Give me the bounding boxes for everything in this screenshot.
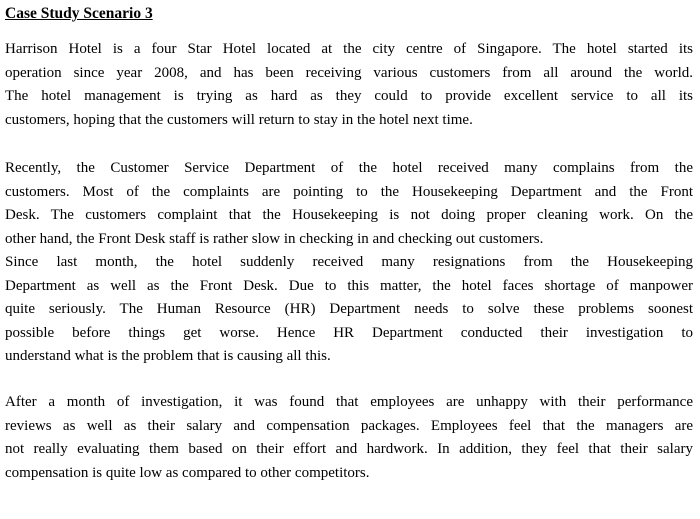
text-line: After a month of investigation, it was found that employees are unhappy with their performance	[5, 394, 693, 410]
text-line: Department as well as the Front Desk. Due to this matter, the hotel faces shortage of manpower	[5, 277, 693, 294]
text-line: customers, hoping that the customers will return to stay in the hotel next time.	[5, 111, 473, 128]
text-line: not really evaluating them based on their effort and hardwork. In addition, they feel that their salary	[5, 441, 693, 458]
text-line: Since last month, the hotel suddenly received many resignations from the Housekeeping	[5, 254, 693, 270]
text-line: quite seriously. The Human Resource (HR) Department needs to solve these problems soonest	[5, 301, 693, 318]
text-line: The hotel management is trying as hard as they could to provide excellent service to all its	[5, 88, 693, 105]
text-line: understand what is the problem that is causing all this.	[5, 348, 331, 365]
text-line: customers. Most of the complaints are pointing to the Housekeeping Department and the Front	[5, 183, 693, 200]
text-line: Desk. The customers complaint that the Housekeeping is not doing proper cleaning work. On the	[5, 207, 693, 224]
paragraph-complaints	[5, 157, 693, 251]
text-line: compensation is quite low as compared to other competitors.	[5, 464, 370, 481]
text-line: operation since year 2008, and has been receiving various customers from all around the world.	[5, 64, 693, 81]
text-line: possible before things get worse. Hence HR Department conducted their investigation to	[5, 324, 693, 341]
text-line: Recently, the Customer Service Department of the hotel received many complains from the	[5, 160, 693, 176]
text-line: reviews as well as their salary and compensation packages. Employees feel that the managers are	[5, 417, 693, 434]
paragraph-hotel-intro	[5, 38, 693, 132]
text-line: Harrison Hotel is a four Star Hotel located at the city centre of Singapore. The hotel started its	[5, 41, 693, 57]
paragraph-investigation	[5, 391, 693, 485]
paragraph-resignations	[5, 251, 693, 369]
page-title: Case Study Scenario 3	[5, 5, 153, 22]
text-line: other hand, the Front Desk staff is rather slow in checking in and checking out customers.	[5, 230, 544, 247]
